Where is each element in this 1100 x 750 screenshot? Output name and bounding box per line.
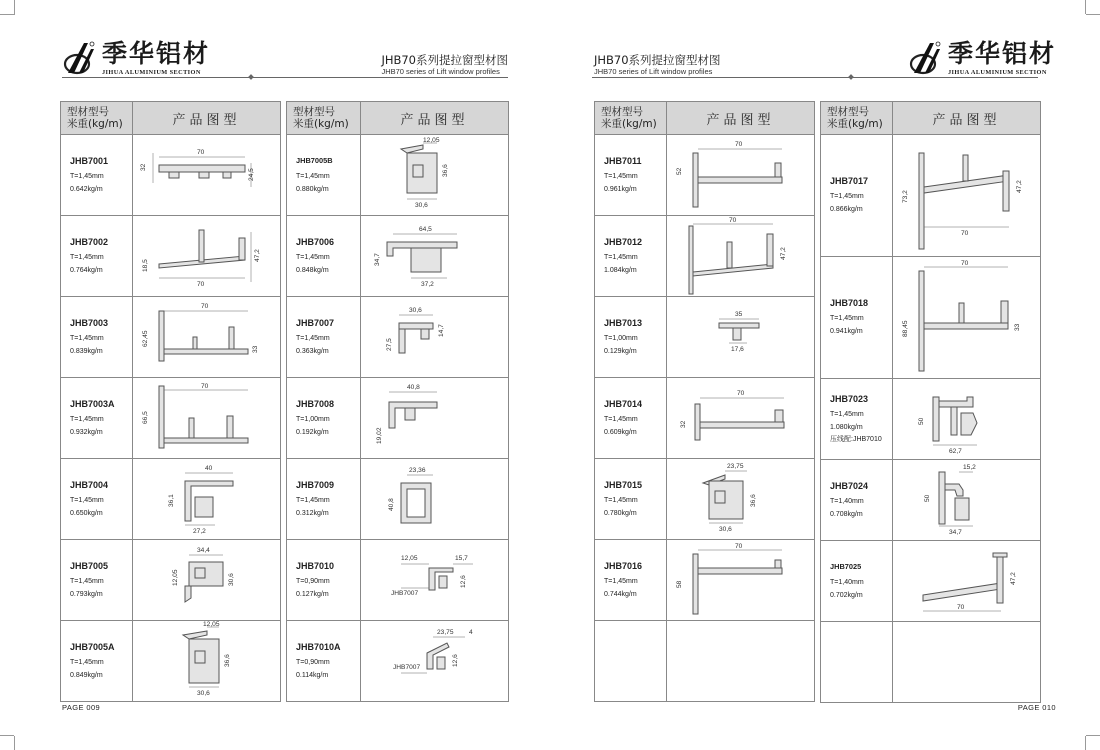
table-row — [61, 378, 281, 459]
profile-info: JHB7003 T=1,45mm 0.839kg/m — [61, 297, 133, 378]
profile-table-column — [820, 101, 1041, 703]
brand-name-cn: 季华铝材 — [102, 39, 211, 68]
dimension-label: 40,8 — [388, 498, 395, 511]
dimension-label: 88,45 — [902, 320, 909, 337]
profile-info: JHB7006 T=1,45mm 0.848kg/m — [287, 216, 361, 297]
profile-info: JHB7010A T=0,90mm 0.114kg/m — [287, 621, 361, 702]
profile-info: JHB7012 T=1,45mm 1.084kg/m — [595, 216, 667, 297]
catalog-page-right — [550, 0, 1100, 750]
profile-table — [594, 101, 815, 702]
dimension-label: 70 — [735, 543, 743, 550]
reference-label: JHB7007 — [393, 664, 421, 671]
series-title-cn: JHB70系列提拉窗型材图 — [594, 53, 721, 67]
table-header-row — [595, 102, 815, 135]
dimension-label: 27,2 — [193, 528, 206, 535]
dimension-label: 12,6 — [460, 575, 467, 588]
profile-drawing — [667, 297, 815, 378]
empty-cell — [821, 622, 893, 703]
figure-header: 产品图型 — [667, 102, 815, 135]
table-header-row — [61, 102, 281, 135]
table-row — [595, 378, 815, 459]
dimension-label: 70 — [197, 281, 205, 288]
profile-info: JHB7005 T=1,45mm 0.793kg/m — [61, 540, 133, 621]
table-row — [287, 540, 509, 621]
series-title-en: JHB70 series of Lift window profiles — [594, 67, 713, 76]
profile-drawing — [133, 378, 281, 459]
series-title-en: JHB70 series of Lift window profiles — [381, 67, 500, 76]
profile-drawing — [361, 135, 509, 216]
profile-table — [60, 101, 281, 702]
table-row — [61, 459, 281, 540]
profile-drawing — [361, 216, 509, 297]
profile-drawing — [893, 257, 1041, 379]
dimension-label: 70 — [961, 230, 969, 237]
profile-info: JHB7007 T=1,45mm 0.363kg/m — [287, 297, 361, 378]
dimension-label: 40,8 — [407, 384, 420, 391]
series-title — [381, 54, 508, 76]
dimension-label: 36,6 — [750, 494, 757, 507]
table-row — [61, 297, 281, 378]
header-rule — [592, 77, 1038, 78]
code-header: 型材型号 米重(kg/m) — [821, 102, 893, 135]
profile-drawing — [667, 540, 815, 621]
profile-drawing — [893, 460, 1041, 541]
profile-info: JHB7005B T=1,45mm 0.880kg/m — [287, 135, 361, 216]
dimension-label: 58 — [676, 580, 683, 588]
profile-drawing — [133, 621, 281, 702]
profile-drawing — [893, 135, 1041, 257]
profile-table — [820, 101, 1041, 703]
table-row — [287, 459, 509, 540]
brand-name-cn: 季华铝材 — [948, 39, 1057, 68]
dimension-label: 47,2 — [1016, 180, 1023, 193]
dimension-label: 18,5 — [142, 259, 149, 272]
header-rule-ornament — [848, 74, 854, 80]
dimension-label: 32 — [140, 163, 147, 171]
code-header: 型材型号 米重(kg/m) — [287, 102, 361, 135]
table-row — [287, 216, 509, 297]
table-row — [61, 216, 281, 297]
dimension-label: 70 — [737, 390, 745, 397]
dimension-label: 24,5 — [248, 168, 255, 181]
profile-drawing — [133, 459, 281, 540]
profile-drawing — [361, 621, 509, 702]
table-header-row — [287, 102, 509, 135]
table-row — [287, 378, 509, 459]
dimension-label: 33 — [1014, 323, 1021, 331]
table-row-empty — [595, 621, 815, 702]
profile-info: JHB7023 T=1,45mm 1.080kg/m 压线配:JHB7010 — [821, 379, 893, 460]
profile-info: JHB7008 T=1,00mm 0.192kg/m — [287, 378, 361, 459]
dimension-label: 19,02 — [376, 427, 383, 444]
dimension-label: 15,7 — [455, 555, 468, 562]
dimension-label: 40 — [205, 465, 213, 472]
dimension-label: 33 — [252, 345, 259, 353]
dimension-label: 47,2 — [780, 247, 787, 260]
dimension-label: 30,6 — [409, 307, 422, 314]
profile-drawing — [893, 541, 1041, 622]
profile-info: JHB7015 T=1,45mm 0.780kg/m — [595, 459, 667, 540]
dimension-label: 73,2 — [902, 190, 909, 203]
profile-drawing — [667, 378, 815, 459]
dimension-label: 70 — [197, 149, 205, 156]
table-row-empty — [821, 622, 1041, 703]
dimension-label: 14,7 — [438, 324, 445, 337]
profile-table-column — [286, 101, 509, 702]
dimension-label: 34,4 — [197, 547, 210, 554]
profile-drawing — [893, 379, 1041, 460]
profile-info: JHB7017 T=1,45mm 0.866kg/m — [821, 135, 893, 257]
dimension-label: 70 — [957, 604, 965, 611]
profile-drawing — [361, 297, 509, 378]
dimension-label: 70 — [201, 383, 209, 390]
profile-drawing — [361, 540, 509, 621]
profile-drawing — [361, 378, 509, 459]
profile-info: JHB7002 T=1,45mm 0.764kg/m — [61, 216, 133, 297]
dimension-label: 27,5 — [386, 338, 393, 351]
profile-info: JHB7011 T=1,45mm 0.961kg/m — [595, 135, 667, 216]
profile-info: JHB7001 T=1,45mm 0.642kg/m — [61, 135, 133, 216]
profile-info: JHB7013 T=1,00mm 0.129kg/m — [595, 297, 667, 378]
header-rule — [62, 77, 508, 78]
profile-table-column — [60, 101, 281, 702]
dimension-label: 70 — [735, 141, 743, 148]
dimension-label: 30,6 — [197, 690, 210, 697]
table-row — [61, 135, 281, 216]
profile-drawing — [361, 459, 509, 540]
figure-header: 产品图型 — [133, 102, 281, 135]
profile-drawing — [667, 135, 815, 216]
profile-drawing — [667, 459, 815, 540]
code-header: 型材型号 米重(kg/m) — [61, 102, 133, 135]
dimension-label: 70 — [961, 260, 969, 267]
dimension-label: 37,2 — [421, 281, 434, 288]
dimension-label: 35 — [735, 311, 743, 318]
table-row — [287, 297, 509, 378]
figure-header: 产品图型 — [361, 102, 509, 135]
table-row — [287, 621, 509, 702]
profile-info: JHB7005A T=1,45mm 0.849kg/m — [61, 621, 133, 702]
dimension-label: 50 — [918, 417, 925, 425]
brand-emblem-icon — [62, 40, 98, 76]
brand-logo — [62, 40, 210, 76]
dimension-label: 30,6 — [719, 526, 732, 533]
dimension-label: 34,7 — [949, 529, 962, 536]
dimension-label: 23,75 — [727, 463, 744, 470]
profile-info: JHB7009 T=1,45mm 0.312kg/m — [287, 459, 361, 540]
dimension-label: 4 — [469, 629, 473, 636]
code-header: 型材型号 米重(kg/m) — [595, 102, 667, 135]
dimension-label: 12,05 — [172, 569, 179, 586]
dimension-label: 62,45 — [142, 330, 149, 347]
profile-table-column — [594, 101, 815, 702]
reference-label: JHB7007 — [391, 590, 419, 597]
dimension-label: 50 — [924, 494, 931, 502]
empty-cell — [893, 622, 1041, 703]
series-title-cn: JHB70系列提拉窗型材图 — [381, 53, 508, 67]
empty-cell — [667, 621, 815, 702]
table-row — [821, 257, 1041, 379]
brand-emblem-icon — [908, 40, 944, 76]
table-row — [595, 459, 815, 540]
dimension-label: 12,6 — [452, 654, 459, 667]
empty-cell — [595, 621, 667, 702]
brand-name-en: JIHUA ALUMINIUM SECTION — [948, 69, 1047, 76]
page-number: PAGE 009 — [62, 703, 101, 712]
profile-info: JHB7024 T=1,40mm 0.708kg/m — [821, 460, 893, 541]
dimension-label: 30,6 — [228, 573, 235, 586]
dimension-label: 17,6 — [731, 346, 744, 353]
series-title — [594, 54, 721, 76]
header-rule-ornament — [248, 74, 254, 80]
profile-drawing — [133, 135, 281, 216]
table-header-row — [821, 102, 1041, 135]
page-number: PAGE 010 — [1017, 703, 1056, 712]
dimension-label: 36,6 — [442, 164, 449, 177]
dimension-label: 23,36 — [409, 467, 426, 474]
profile-table — [286, 101, 509, 702]
figure-header: 产品图型 — [893, 102, 1041, 135]
dimension-label: 52 — [676, 167, 683, 175]
dimension-label: 32 — [680, 420, 687, 428]
profile-drawing — [133, 297, 281, 378]
table-row — [821, 541, 1041, 622]
brand-logo — [908, 40, 1056, 76]
dimension-label: 47,2 — [254, 249, 261, 262]
dimension-label: 12,05 — [401, 555, 418, 562]
brand-name-en: JIHUA ALUMINIUM SECTION — [102, 69, 201, 76]
dimension-label: 47,2 — [1010, 572, 1017, 585]
dimension-label: 12,05 — [423, 137, 440, 144]
dimension-label: 64,5 — [419, 226, 432, 233]
table-row — [595, 540, 815, 621]
profile-drawing — [133, 540, 281, 621]
profile-info: JHB7014 T=1,45mm 0.609kg/m — [595, 378, 667, 459]
dimension-label: 34,7 — [374, 253, 381, 266]
profile-info: JHB7018 T=1,45mm 0.941kg/m — [821, 257, 893, 379]
table-row — [595, 297, 815, 378]
table-row — [595, 216, 815, 297]
dimension-label: 62,7 — [949, 448, 962, 455]
dimension-label: 23,75 — [437, 629, 454, 636]
profile-info: JHB7010 T=0,90mm 0.127kg/m — [287, 540, 361, 621]
profile-info: JHB7025 T=1,40mm 0.702kg/m — [821, 541, 893, 622]
profile-drawing — [133, 216, 281, 297]
dimension-label: 66,5 — [142, 411, 149, 424]
dimension-label: 70 — [729, 217, 737, 224]
table-row — [821, 135, 1041, 257]
profile-drawing — [667, 216, 815, 297]
table-row — [287, 135, 509, 216]
dimension-label: 15,2 — [963, 464, 976, 471]
table-row — [595, 135, 815, 216]
profile-info: JHB7016 T=1,45mm 0.744kg/m — [595, 540, 667, 621]
table-row — [61, 540, 281, 621]
dimension-label: 12,05 — [203, 621, 220, 628]
table-row — [821, 460, 1041, 541]
dimension-label: 36,6 — [224, 654, 231, 667]
table-row — [821, 379, 1041, 460]
dimension-label: 30,6 — [415, 202, 428, 209]
table-row — [61, 621, 281, 702]
profile-info: JHB7004 T=1,45mm 0.650kg/m — [61, 459, 133, 540]
dimension-label: 36,1 — [168, 494, 175, 507]
dimension-label: 70 — [201, 303, 209, 310]
profile-info: JHB7003A T=1,45mm 0.932kg/m — [61, 378, 133, 459]
